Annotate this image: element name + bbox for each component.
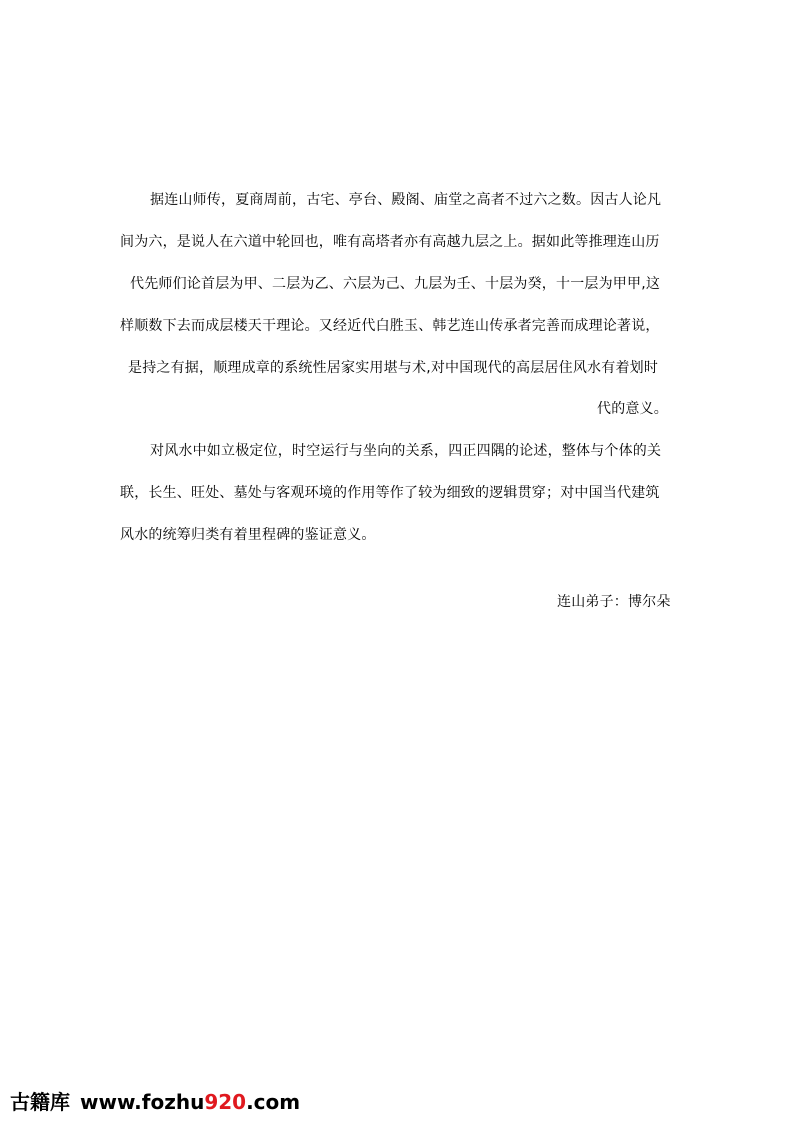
url-suffix: .com [246, 1090, 301, 1114]
paragraph-1-line-3: 代先师们论首层为甲、二层为乙、六层为己、九层为壬、十层为癸，十一层为甲甲,这 [130, 276, 661, 292]
paragraph-2-line-2: 联，长生、旺处、墓处与客观环境的作用等作了较为细致的逻辑贯穿；对中国当代建筑 [120, 485, 660, 501]
url-number: 920 [204, 1090, 247, 1114]
paragraph-1-line-4: 样顺数下去而成层楼天干理论。又经近代白胜玉、韩艺连山传承者完善而成理论著说， [120, 318, 660, 334]
paragraph-1-line-2: 间为六，是说人在六道中轮回也，唯有高塔者亦有高越九层之上。据如此等推理连山历 [120, 234, 660, 250]
paragraph-2-line-1: 对风水中如立极定位，时空运行与坐向的关系，四正四隅的论述，整体与个体的关 [150, 443, 662, 459]
watermark-footer [10, 1089, 300, 1115]
url-prefix: www.fozhu [80, 1090, 205, 1114]
signature: 连山弟子：博尔朵 [557, 594, 671, 610]
paragraph-2-line-3: 风水的统筹归类有着里程碑的鉴证意义。 [120, 527, 376, 543]
paragraph-1-line-1: 据连山师传，夏商周前，古宅、亭台、殿阁、庙堂之高者不过六之数。因古人论凡 [150, 192, 662, 208]
paragraph-1-line-5: 是持之有据，顺理成章的系统性居家实用堪与术,对中国现代的高层居住风水有着划时 [128, 360, 659, 376]
paragraph-1-line-6: 代的意义。 [597, 401, 668, 417]
site-name: 古籍库 [10, 1090, 70, 1114]
